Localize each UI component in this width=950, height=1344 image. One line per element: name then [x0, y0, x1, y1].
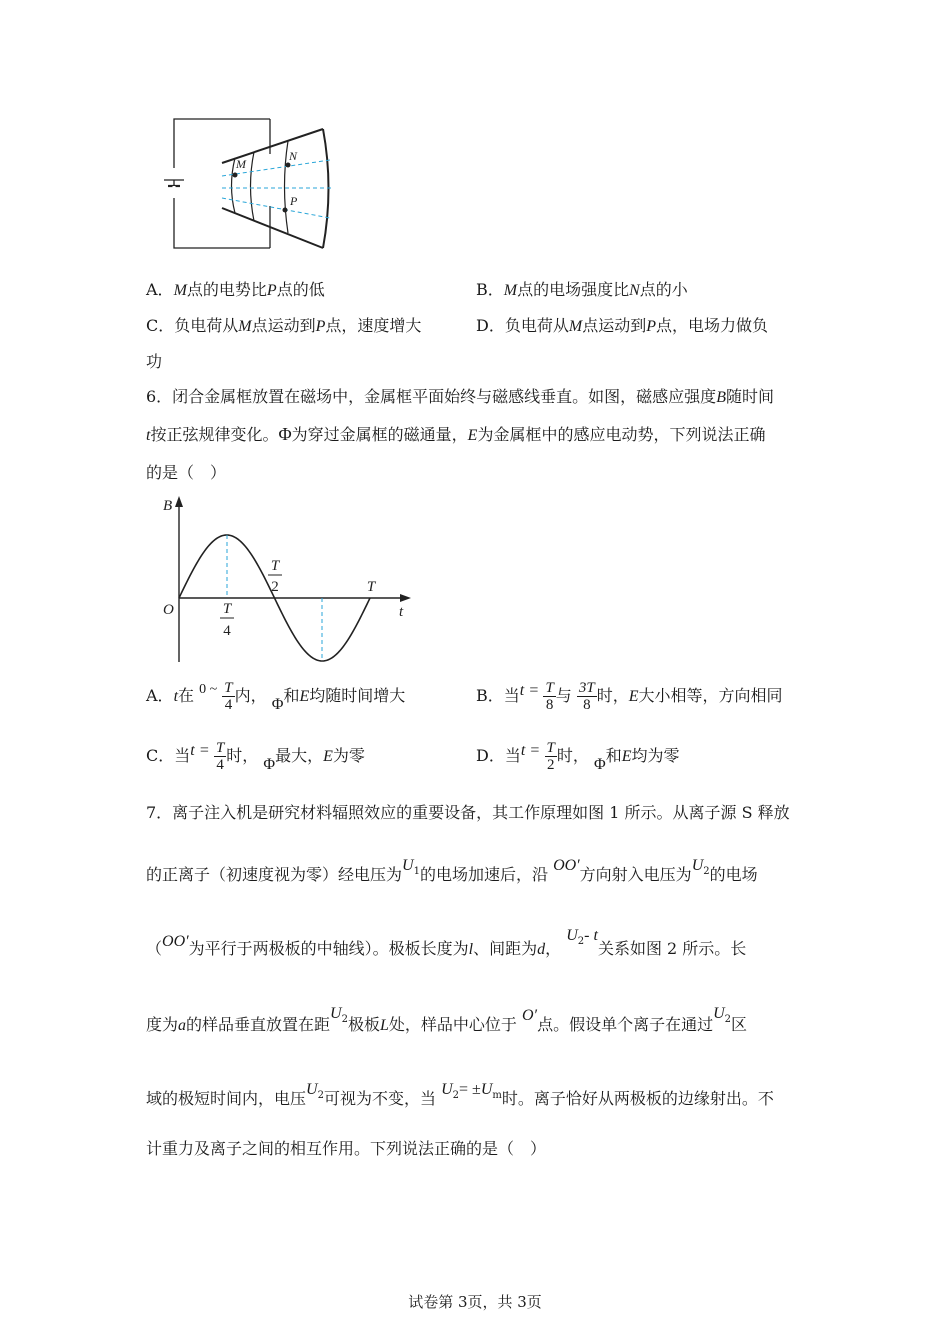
q6-option-a[interactable]: A．t在 0 ~ $\frac{T}{4}$ 内， Φ和E均随时间增大	[146, 680, 406, 713]
svg-text:B: B	[163, 498, 173, 514]
q6-option-b[interactable]: B．当t = $\frac{T}{8}$ 与 $\frac{3T}{8}$ 时，E大小相等，方向相同	[476, 680, 783, 713]
q7-line5: 域的极短时间内，电压$U^2$可视为不变，当 $U^2= \pm U^m$时。离子恰好从两极板的边缘射出。不	[146, 1081, 774, 1108]
q6-stem-line1: 6．闭合金属框放置在磁场中，金属框平面始终与磁感线垂直。如图，磁感应强度B随时间	[146, 387, 774, 406]
svg-text:M: M	[236, 157, 246, 171]
svg-text:O: O	[163, 602, 174, 618]
q7-line6: 计重力及离子之间的相互作用。下列说法正确的是（ ）	[146, 1139, 547, 1158]
q5-option-c[interactable]: C．负电荷从M点运动到P点，速度增大	[146, 316, 422, 335]
point-M	[233, 173, 238, 178]
svg-text:N: N	[289, 149, 298, 163]
q7-line4: 度为a的样品垂直放置在距$U^2$极板L处，样品中心位于 O′点。假设单个离子在通过$U^2$区	[146, 1005, 748, 1034]
svg-text:T: T	[270, 558, 280, 574]
q6-stem-line2: t按正弦规律变化。Φ为穿过金属框的磁通量，E为金属框中的感应电动势，下列说法正确	[146, 424, 766, 444]
svg-text:P: P	[290, 194, 298, 208]
q6-option-d[interactable]: D．当t = $\frac{T}{2}$ 时， Φ和E均为零	[476, 740, 680, 773]
q5-option-d[interactable]: D．负电荷从M点运动到P点，电场力做负	[476, 316, 768, 335]
q5-option-d-wrap: 功	[146, 352, 163, 371]
page-footer: 试卷第 3页，共 3页	[408, 1293, 542, 1311]
q7-line1: 7．离子注入机是研究材料辐照效应的重要设备，其工作原理如图 1 所示。从离子源 S 释放	[146, 803, 790, 822]
point-N	[286, 163, 291, 168]
point-P	[283, 208, 288, 213]
svg-text:T: T	[222, 601, 232, 617]
svg-text:2: 2	[271, 579, 279, 595]
q7-line3: （OO′为平行于两极板的中轴线）。极板长度为l、间距为d， $U^2-$ t关系如图 2 所示。长	[146, 927, 747, 958]
q6-stem-line3: 的是（ ）	[146, 463, 227, 482]
figure-sine-graph	[155, 490, 425, 670]
q7-line2: 的正离子（初速度视为零）经电压为$U^1$的电场加速后，沿 OO′方向射入电压为$U^2$的电场	[146, 857, 758, 884]
svg-text:T: T	[366, 579, 376, 595]
q5-option-a[interactable]: A．M点的电势比P点的低	[146, 280, 325, 299]
q6-option-c[interactable]: C．当t = $\frac{T}{4}$ 时， Φ最大，E为零	[146, 740, 365, 773]
q5-option-b[interactable]: B．M点的电场强度比N点的小	[476, 280, 688, 299]
svg-text:4: 4	[223, 623, 231, 639]
figure-electric-field	[150, 108, 350, 258]
svg-text:t: t	[399, 604, 404, 620]
